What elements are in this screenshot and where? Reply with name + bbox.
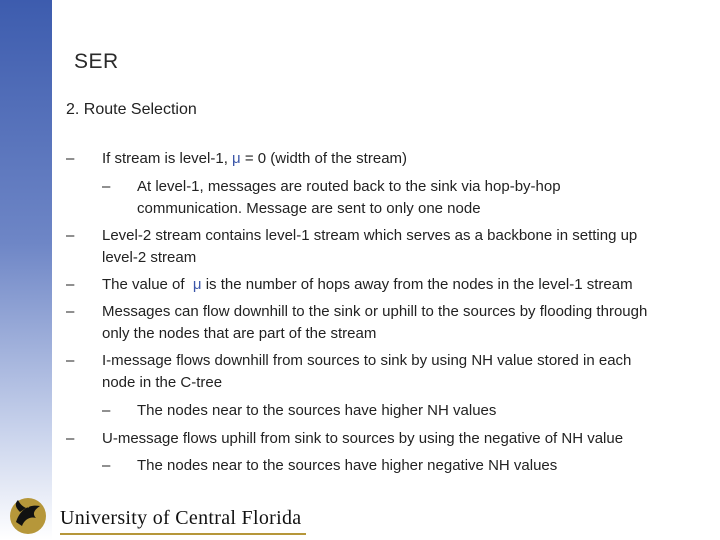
bullet-text: If stream is level-1,	[102, 150, 233, 167]
bullet-line: only the nodes that are part of the stream	[102, 325, 377, 342]
bullet-dash: –	[66, 150, 75, 167]
bullet-dash: –	[66, 430, 75, 447]
bullet-item	[102, 148, 407, 170]
pegasus-icon	[6, 494, 54, 538]
bullet-line: At level-1, messages are routed back to the sink via hop-by-hop	[137, 178, 561, 195]
mu-symbol: μ	[192, 276, 202, 293]
footer-rule	[60, 533, 306, 535]
sub-bullet-item	[137, 176, 561, 220]
sidebar-gradient	[0, 0, 52, 540]
sub-bullet-dash: –	[102, 457, 111, 474]
sub-bullet-item: The nodes near to the sources have higher NH values	[137, 402, 497, 419]
slide-subtitle: 2. Route Selection	[66, 101, 197, 118]
bullet-line: node in the C-tree	[102, 374, 223, 391]
bullet-dash: –	[66, 227, 75, 244]
bullet-text: The value of	[102, 276, 193, 293]
bullet-item: U-message flows uphill from sink to sources by using the negative of NH value	[102, 430, 624, 447]
bullet-line: Messages can flow downhill to the sink or uphill to the sources by flooding through	[102, 303, 648, 320]
sub-bullet-dash: –	[102, 402, 111, 419]
bullet-dash: –	[66, 276, 75, 293]
sub-bullet-dash: –	[102, 178, 111, 195]
bullet-item	[102, 274, 633, 296]
bullet-item	[102, 301, 647, 345]
sub-bullet-item: The nodes near to the sources have higher negative NH values	[137, 457, 558, 474]
bullet-line: level-2 stream	[102, 249, 197, 266]
bullet-text: = 0 (width of the stream)	[240, 150, 408, 167]
slide-title: SER	[74, 50, 119, 73]
footer-logo-text: University of Central Florida	[60, 507, 302, 529]
bullet-item	[102, 350, 631, 394]
bullet-dash: –	[66, 303, 75, 320]
bullet-line: communication. Message are sent to only one node	[137, 200, 481, 217]
bullet-line: I-message flows downhill from sources to sink by using NH value stored in each	[102, 352, 632, 369]
bullet-line: Level-2 stream contains level-1 stream which serves as a backbone in setting up	[102, 227, 638, 244]
bullet-item	[102, 225, 637, 269]
bullet-dash: –	[66, 352, 75, 369]
mu-symbol: μ	[232, 150, 241, 167]
bullet-text: is the number of hops away from the nodes in the level-1 stream	[201, 276, 633, 293]
